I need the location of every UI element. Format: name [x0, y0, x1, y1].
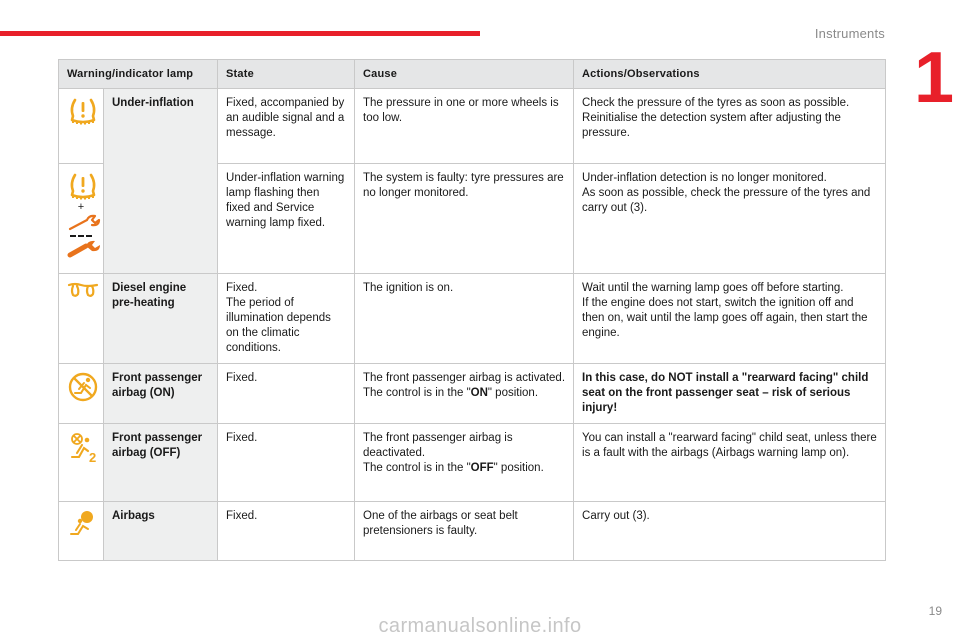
- action-cell: Carry out (3).: [574, 502, 886, 561]
- table-header-row: [59, 60, 886, 89]
- cause-cell: The pressure in one or more wheels is too low.: [355, 89, 574, 164]
- cause-line: The front passenger airbag is activated.: [363, 372, 566, 384]
- airbag-warning-icon: [67, 509, 99, 539]
- plus-sign: +: [77, 201, 85, 213]
- cause-cell: The ignition is on.: [355, 274, 574, 364]
- state-cell: Fixed.: [218, 424, 355, 502]
- action-warning-emphasis: rearward facing: [747, 372, 833, 384]
- chapter-number: 1: [913, 38, 954, 118]
- action-cell: [574, 164, 886, 274]
- warning-lamps-table: [58, 59, 886, 561]
- cause-line-suffix: " position.: [493, 462, 544, 474]
- table-row: [59, 502, 886, 561]
- state-cell: Fixed, accompanied by an audible signal and a message.: [218, 89, 355, 164]
- passenger-airbag-off-icon: [67, 431, 101, 465]
- header-accent-bar: [0, 31, 480, 36]
- lamp-name: Front passenger airbag (OFF): [104, 424, 218, 502]
- dashed-separator: [70, 235, 91, 237]
- icon-cell: [59, 502, 104, 561]
- action-text: Under-inflation detection is no longer monitored. As soon as possible, check the pressure of the tyres and carry out (3).: [582, 172, 871, 214]
- col-header-cause: Cause: [355, 60, 574, 89]
- site-watermark: carmanualsonline.info: [378, 615, 582, 637]
- action-cell: [574, 364, 886, 424]
- icon-cell: [59, 364, 104, 424]
- table-row: [59, 364, 886, 424]
- section-title: Instruments: [814, 26, 885, 41]
- action-cell: You can install a "rearward facing" child seat, unless there is a fault with the airbags (Airbags warning lamp on).: [574, 424, 886, 502]
- lamp-name: Airbags: [104, 502, 218, 561]
- cause-cell: [355, 424, 574, 502]
- cause-line: The front passenger airbag is deactivated.: [363, 432, 513, 459]
- cause-cell: One of the airbags or seat belt pretensioners is faulty.: [355, 502, 574, 561]
- action-cell: [574, 274, 886, 364]
- cause-line-prefix: The control is in the ": [363, 462, 471, 474]
- cause-position-off: OFF: [470, 462, 494, 474]
- cause-cell: The system is faulty: tyre pressures are no longer monitored.: [355, 164, 574, 274]
- tyre-pressure-warning-icon: [67, 171, 99, 201]
- passenger-airbag-on-icon: [67, 371, 99, 403]
- table-row: [59, 424, 886, 502]
- page-number: 19: [928, 604, 942, 618]
- state-cell: Under-inflation warning lamp flashing then fixed and Service warning lamp fixed.: [218, 164, 355, 274]
- cause-line-prefix: The control is in the ": [363, 387, 471, 399]
- cause-line-suffix: " position.: [487, 387, 539, 399]
- table-row: [59, 274, 886, 364]
- tyre-pressure-warning-icon: [67, 96, 99, 126]
- action-cell: [574, 89, 886, 164]
- service-wrench-outline-icon: [67, 214, 101, 232]
- lamp-name: Diesel engine pre-heating: [104, 274, 218, 364]
- cause-cell: [355, 364, 574, 424]
- col-header-actions: Actions/Observations: [574, 60, 886, 89]
- state-cell: Fixed.: [218, 502, 355, 561]
- lamp-name: Under-inflation: [104, 89, 218, 274]
- state-text: Fixed. The period of illumination depends on the climatic conditions.: [226, 282, 331, 354]
- table-row: [59, 89, 886, 164]
- action-text: Wait until the warning lamp goes off before starting. If the engine does not start, switch the ignition off and then on, wait until the lamp goes off again, then start the engine.: [582, 282, 868, 339]
- action-warning-suffix: " child seat on the front passenger seat – risk of serious injury!: [582, 372, 869, 414]
- state-cell: Fixed.: [218, 364, 355, 424]
- icon-cell: [59, 274, 104, 364]
- cause-position-on: ON: [470, 387, 488, 399]
- airbag-off-digit: 2: [89, 450, 97, 465]
- icon-cell: [59, 89, 104, 164]
- icon-cell: [59, 164, 104, 274]
- lamp-name: Front passenger airbag (ON): [104, 364, 218, 424]
- icon-cell: [59, 424, 104, 502]
- col-header-state: State: [218, 60, 355, 89]
- service-wrench-icon: [67, 240, 101, 258]
- state-cell: [218, 274, 355, 364]
- action-warning-prefix: In this case, do NOT install a ": [582, 372, 748, 384]
- action-text: Check the pressure of the tyres as soon as possible. Reinitialise the detection system after adjusting the pressure.: [582, 97, 850, 139]
- col-header-lamp: Warning/indicator lamp: [59, 60, 218, 89]
- glow-plug-icon: [67, 281, 99, 301]
